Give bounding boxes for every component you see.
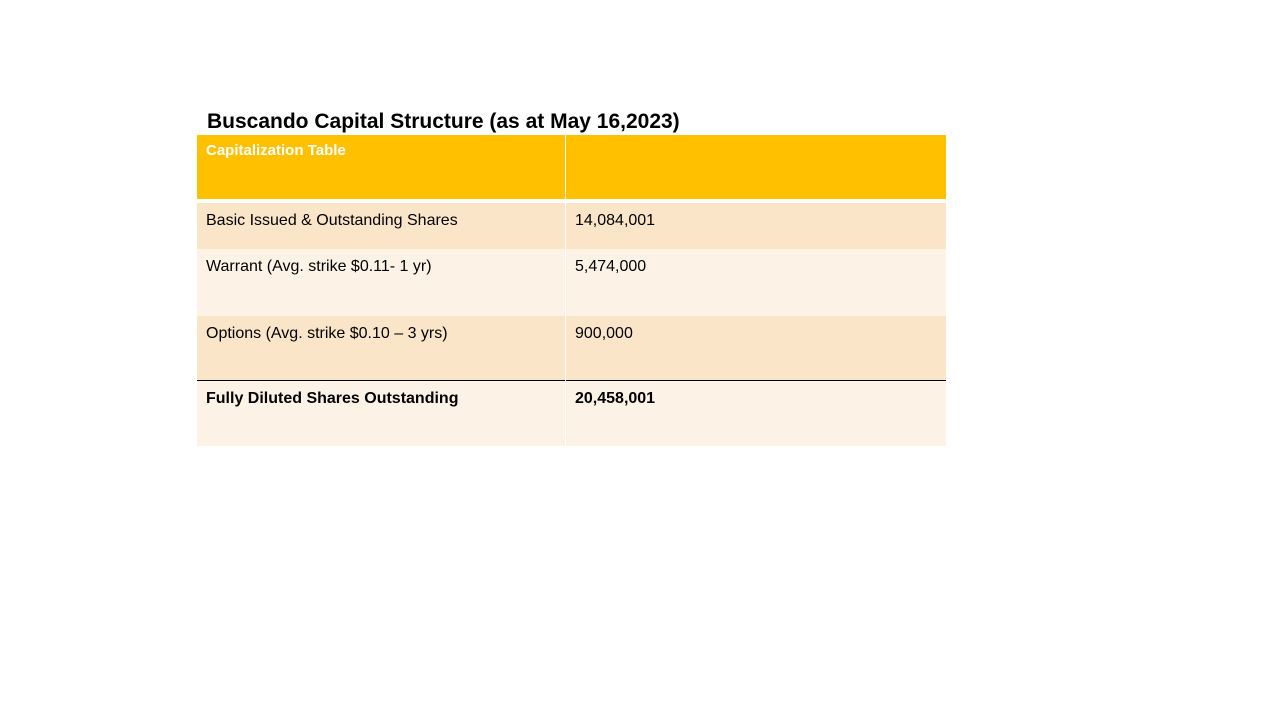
row-value-cell xyxy=(566,201,947,249)
total-row xyxy=(197,381,946,447)
header-value xyxy=(566,135,946,141)
table-header-row xyxy=(197,135,946,201)
table-row xyxy=(197,201,946,249)
header-label: Capitalization Table xyxy=(206,142,346,159)
row-value: 5,474,000 xyxy=(575,258,647,275)
total-label: Fully Diluted Shares Outstanding xyxy=(206,390,459,407)
row-label-cell xyxy=(197,249,566,316)
row-value: 14,084,001 xyxy=(575,212,656,229)
row-label-cell xyxy=(197,201,566,249)
total-value: 20,458,001 xyxy=(575,390,656,407)
row-value-cell xyxy=(566,316,947,381)
row-label: Basic Issued & Outstanding Shares xyxy=(206,212,458,229)
row-value: 900,000 xyxy=(575,325,633,342)
row-value-cell xyxy=(566,249,947,316)
row-label-cell xyxy=(197,316,566,381)
total-label-cell xyxy=(197,381,566,447)
header-label-cell xyxy=(197,135,566,201)
table-row xyxy=(197,316,946,381)
table-row xyxy=(197,249,946,316)
row-label: Warrant (Avg. strike $0.11- 1 yr) xyxy=(206,258,432,275)
header-value-cell xyxy=(566,135,947,201)
capitalization-table xyxy=(197,135,946,446)
total-value-cell xyxy=(566,381,947,447)
row-label: Options (Avg. strike $0.10 – 3 yrs) xyxy=(206,325,448,342)
page-title: Buscando Capital Structure (as at May 16,2023) xyxy=(207,110,680,133)
